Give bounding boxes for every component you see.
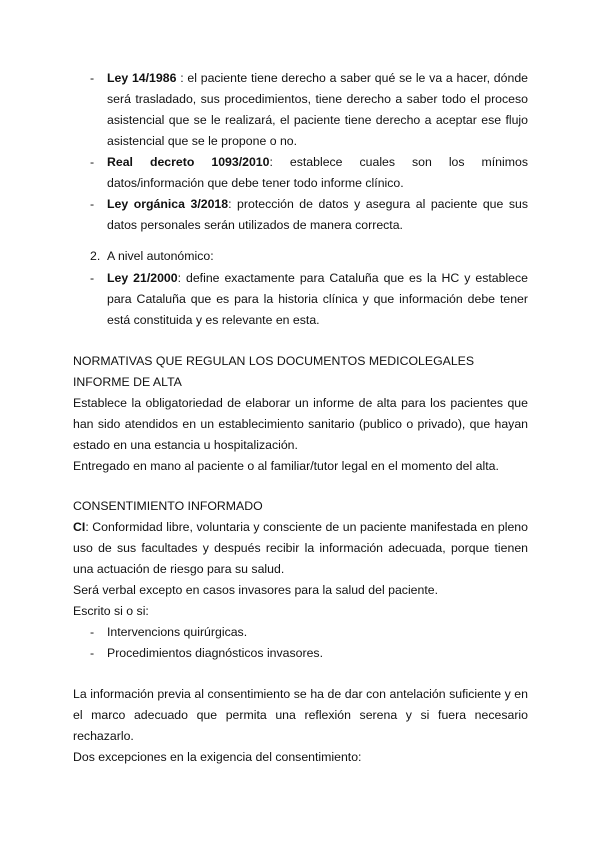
alta-title: INFORME DE ALTA — [73, 375, 182, 389]
law-list-regional — [73, 268, 528, 331]
bullet-marker: - — [90, 71, 95, 85]
section-title: NORMATIVAS QUE REGULAN LOS DOCUMENTOS MEDICOLEGALES — [73, 354, 475, 368]
ci-section — [73, 496, 528, 664]
law-name: Real decreto 1093/2010 — [107, 155, 270, 169]
law-item — [73, 68, 528, 152]
ci-abbrev: CI — [73, 520, 86, 534]
bullet-marker: - — [90, 625, 95, 639]
bullet-marker: - — [90, 155, 95, 169]
law-description: : el paciente tiene derecho a saber qué se le va a hacer, dónde será trasladado, sus procedimientos, tiene derecho a saber todo el proceso asistencial que se le realizará, el paciente tiene derecho a aceptar ese flujo asistencial que se le propone o no. — [107, 71, 529, 148]
law-description: : protección de datos y asegura al paciente que sus datos personales serán utilizados de manera correcta. — [107, 197, 529, 232]
bullet-marker: - — [90, 197, 95, 211]
law-description: : establece cuales son los mínimos datos/información que debe tener todo informe clínico. — [107, 155, 528, 190]
ci-list-text: Procedimientos diagnósticos invasores. — [107, 646, 323, 660]
numbered-item — [73, 246, 528, 267]
bullet-marker: - — [90, 271, 95, 285]
ci-exceptions: Dos excepciones en la exigencia del consentimiento: — [73, 750, 362, 764]
ci-info-section — [73, 684, 528, 768]
numbered-line — [73, 246, 528, 267]
law-description: : define exactamente para Cataluña que es la HC y establece para Cataluña que es para la historia clínica y que información debe tener está constituida y es relevante en esta. — [107, 271, 529, 327]
numbered-text: A nivel autonómico: — [107, 249, 214, 263]
law-list-national — [73, 68, 528, 236]
law-name: Ley 21/2000 — [107, 271, 178, 285]
ci-list-text: Intervencions quirúrgicas. — [107, 625, 248, 639]
law-name: Ley orgánica 3/2018 — [107, 197, 229, 211]
ci-info-paragraph: La información previa al consentimiento se ha de dar con antelación suficiente y en el marco adecuado que permita una reflexión serena y si fuera necesario rechazarlo. — [73, 687, 528, 743]
alta-section — [73, 372, 528, 477]
ci-escrito: Escrito si o si: — [73, 604, 149, 618]
ci-verbal: Será verbal excepto en casos invasores para la salud del paciente. — [73, 583, 439, 597]
alta-paragraph: Establece la obligatoriedad de elaborar un informe de alta para los pacientes que han sido atendidos en un establecimiento sanitario (publico o privado), que hayan estado en una estancia u hospitalización. — [73, 396, 528, 452]
ci-list-item — [73, 643, 528, 664]
law-item — [73, 268, 528, 331]
ci-definition-text: : Conformidad libre, voluntaria y consciente de un paciente manifestada en pleno uso de sus facultades y después recibir la información adecuada, porque tienen una actuación de riesgo para su salud. — [73, 520, 528, 576]
ci-list-item — [73, 622, 528, 643]
ci-title: CONSENTIMIENTO INFORMADO — [73, 499, 263, 513]
alta-delivery: Entregado en mano al paciente o al familiar/tutor legal en el momento del alta. — [73, 459, 499, 473]
law-name: Ley 14/1986 — [107, 71, 177, 85]
bullet-marker: - — [90, 646, 95, 660]
number-marker: 2. — [90, 249, 101, 263]
ci-definition — [73, 517, 528, 580]
law-item — [73, 152, 528, 194]
law-item — [73, 194, 528, 236]
